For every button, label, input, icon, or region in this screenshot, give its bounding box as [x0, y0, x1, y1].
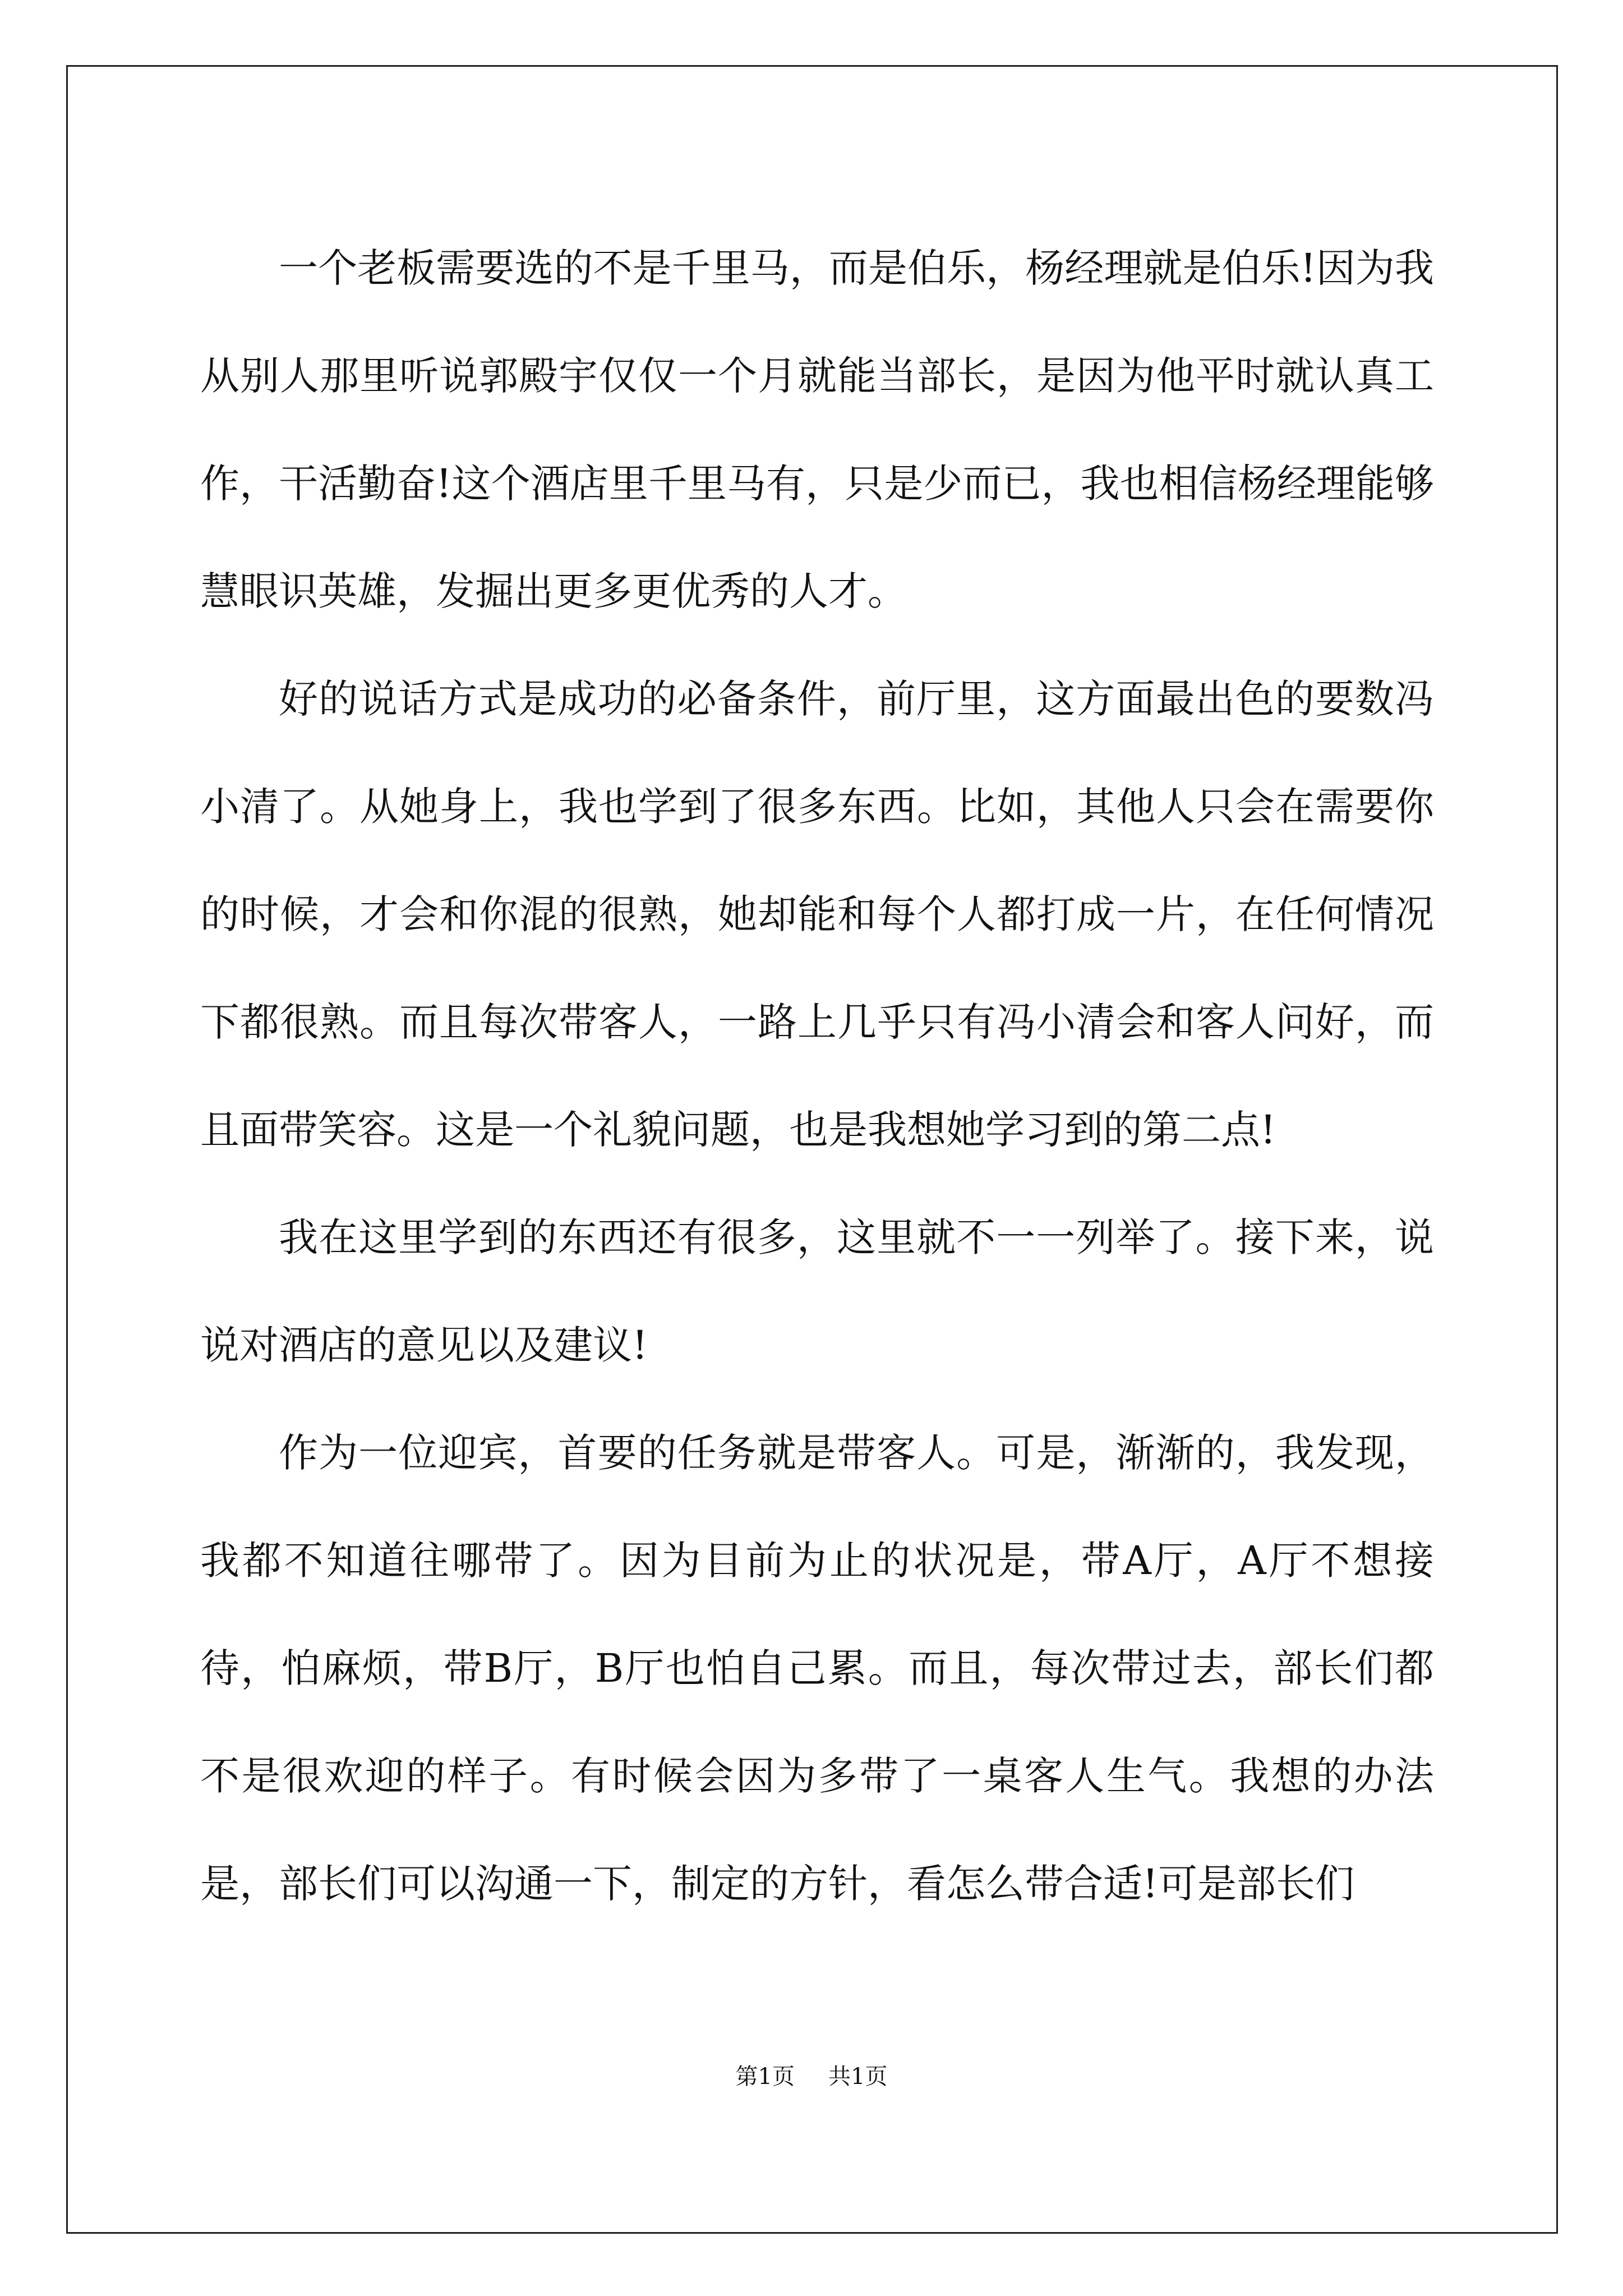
paragraph-1: 一个老板需要选的不是千里马，而是伯乐，杨经理就是伯乐!因为我从别人那里听说郭殿宇仅仅一个月就能当部长，是因为他平时就认真工作，干活勤奋!这个酒店里千里马有，只是少而已，我也相信杨经理能够慧眼识英雄，发掘出更多更优秀的人才。 — [200, 245, 1434, 614]
paragraph-3: 我在这里学到的东西还有很多，这里就不一一列举了。接下来，说说对酒店的意见以及建议! — [200, 1214, 1434, 1368]
paragraph-4: 作为一位迎宾，首要的任务就是带客人。可是，渐渐的，我发现，我都不知道往哪带了。因为目前为止的状况是，带A厅，A厅不想接待，怕麻烦，带B厅，B厅也怕自己累。而且，每次带过去，部长们都不是很欢迎的样子。有时候会因为多带了一桌客人生气。我想的办法是，部长们可以沟通一下，制定的方针，看怎么带合适!可是部长们 — [200, 1430, 1434, 1907]
document-body — [200, 214, 1434, 1938]
page-footer — [0, 2059, 1623, 2091]
page-number: 第1页 — [735, 2064, 795, 2090]
page-total: 共1页 — [828, 2064, 888, 2090]
paragraph-2: 好的说话方式是成功的必备条件，前厅里，这方面最出色的要数冯小清了。从她身上，我也学到了很多东西。比如，其他人只会在需要你的时候，才会和你混的很熟，她却能和每个人都打成一片，在任何情况下都很熟。而且每次带客人，一路上几乎只有冯小清会和客人问好，而且面带笑容。这是一个礼貌问题，也是我想她学习到的第二点! — [200, 676, 1434, 1153]
